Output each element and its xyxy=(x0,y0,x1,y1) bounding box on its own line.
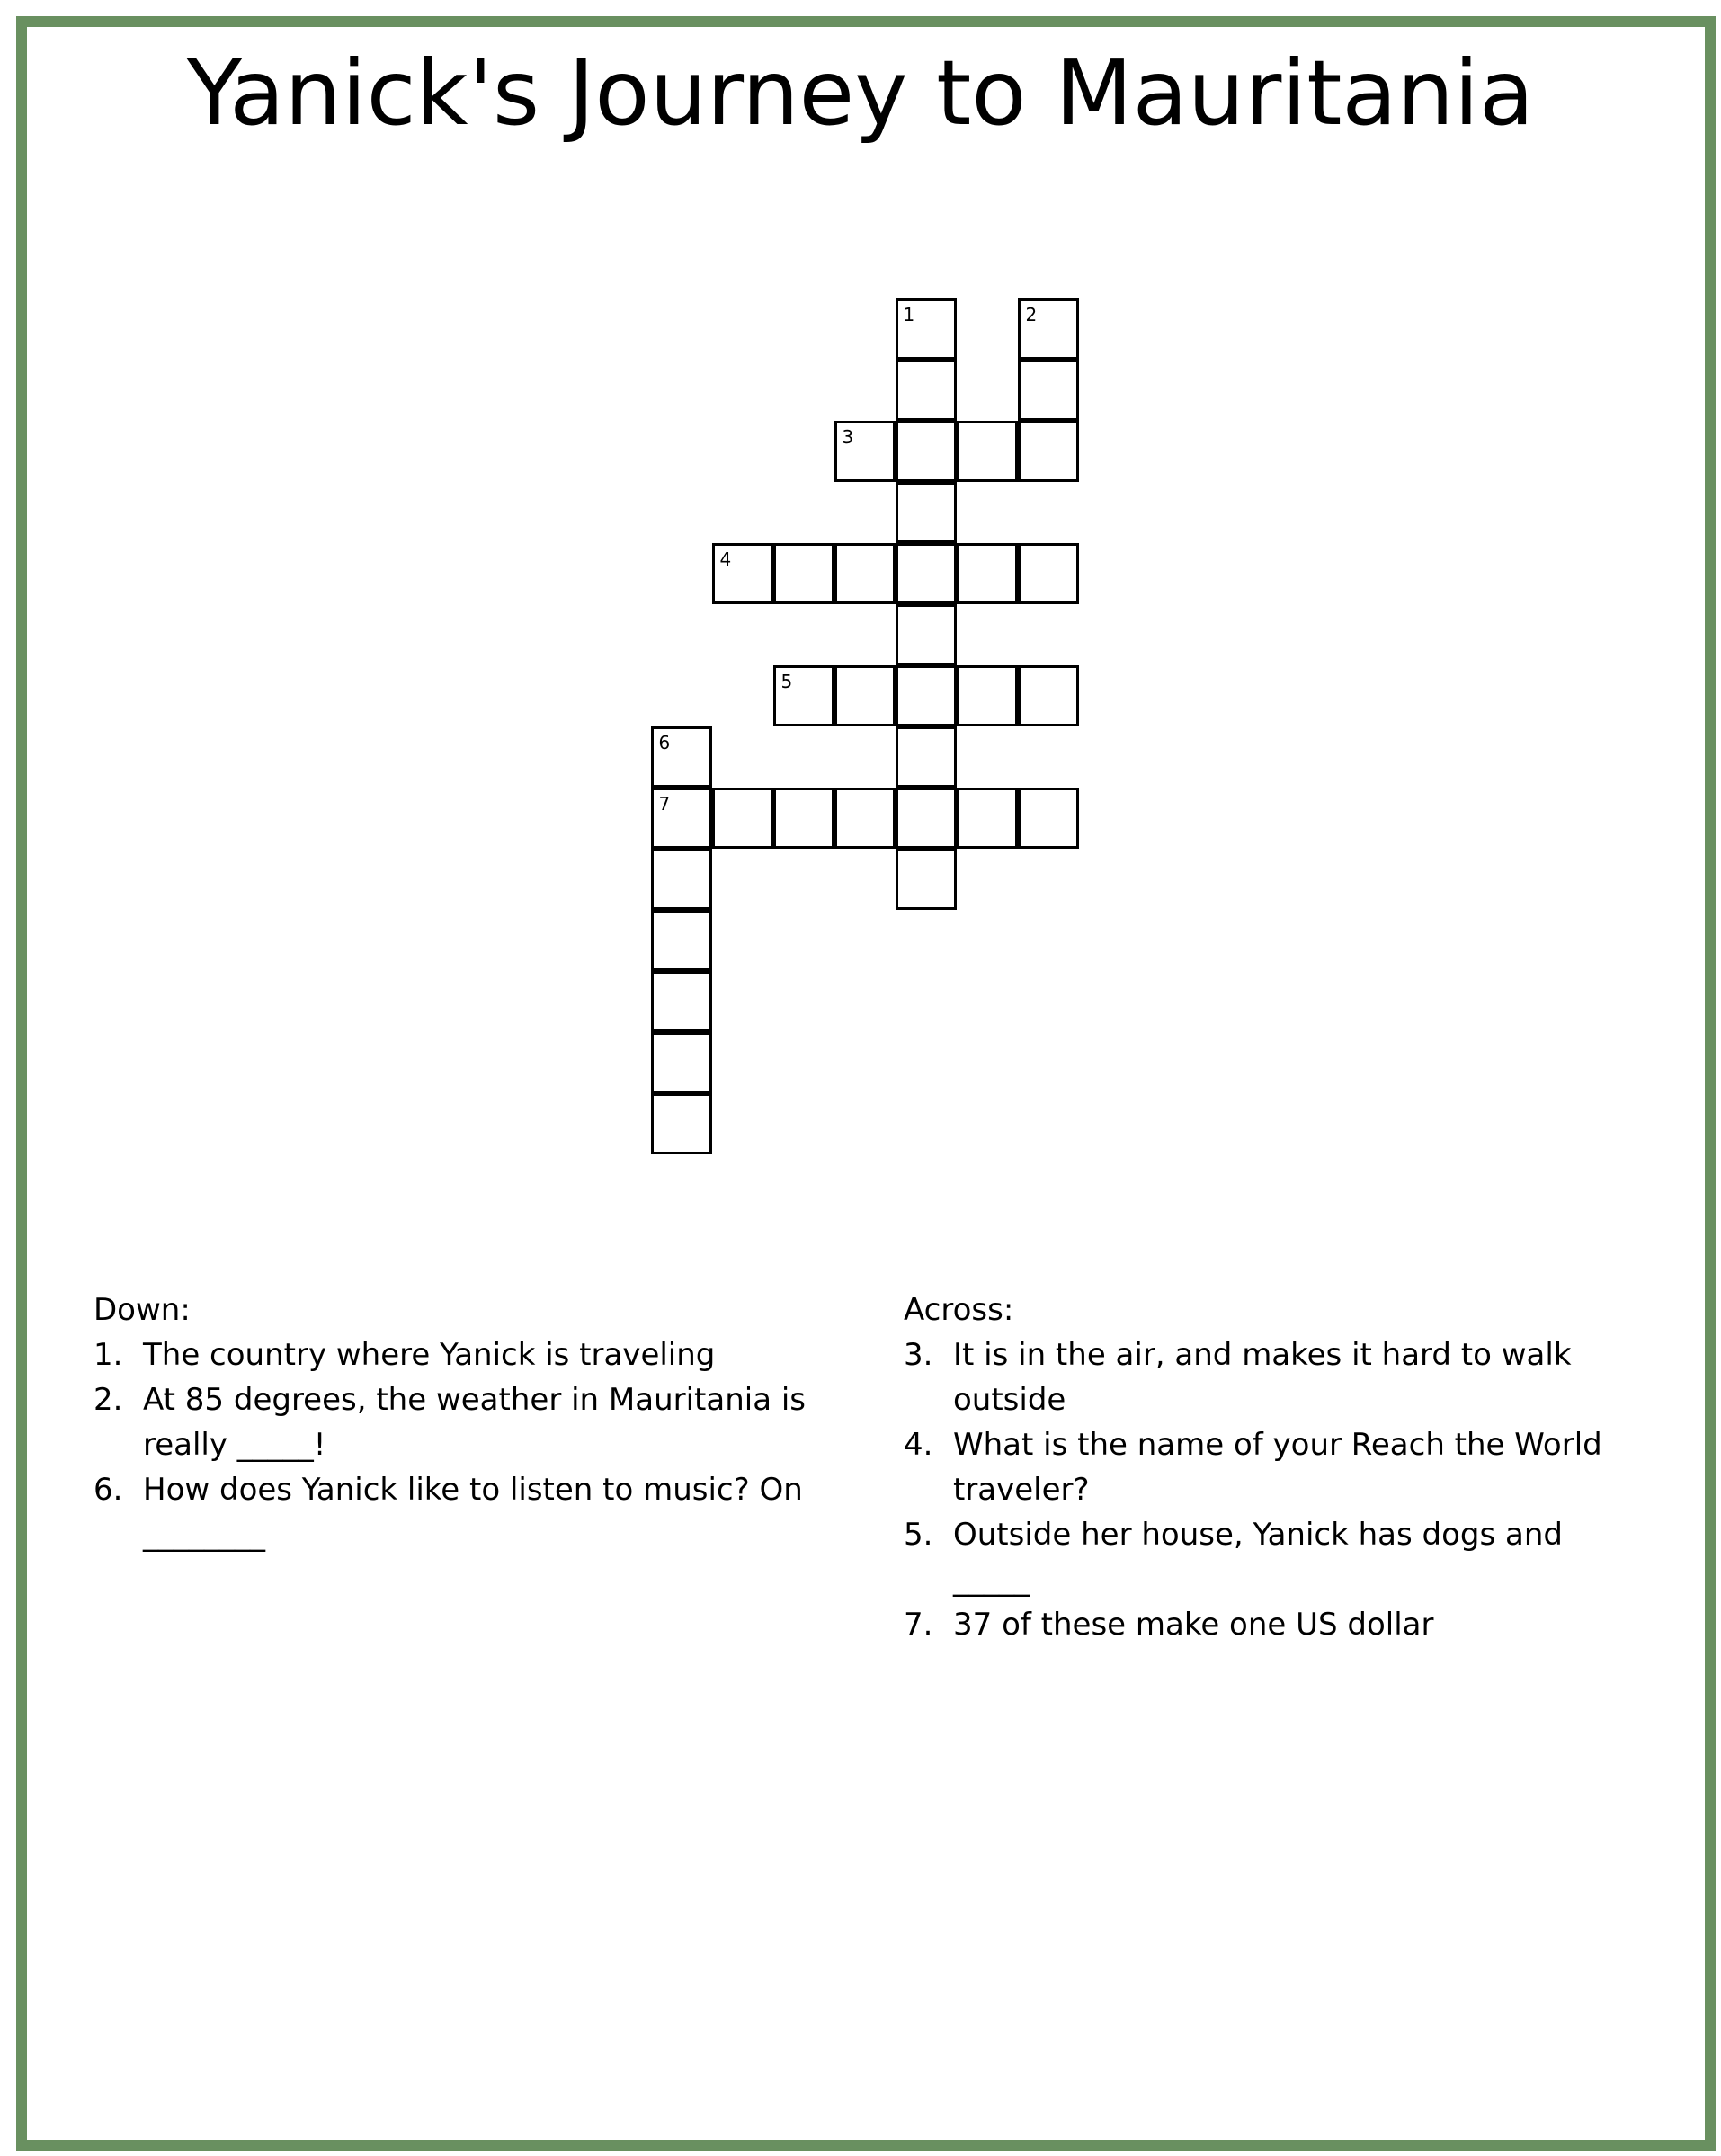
clue-text: Outside her house, Yanick has dogs and _____ xyxy=(953,1517,1563,1598)
clue-text: It is in the air, and makes it hard to walk outside xyxy=(953,1337,1572,1418)
page-title: Yanick's Journey to Mauritania xyxy=(186,40,1535,146)
clue-text: 37 of these make one US dollar xyxy=(953,1607,1434,1643)
clue-number: 5. xyxy=(904,1517,933,1553)
clue-text: What is the name of your Reach the World traveler? xyxy=(953,1427,1602,1508)
cell-number: 7 xyxy=(658,792,671,815)
down-clue xyxy=(94,1377,813,1467)
cell-number: 3 xyxy=(842,425,854,448)
clue-number: 3. xyxy=(904,1337,933,1373)
down-clue xyxy=(94,1467,813,1557)
across-heading: Across: xyxy=(904,1292,1014,1328)
clue-number: 6. xyxy=(94,1472,123,1508)
across-clue xyxy=(904,1602,1623,1647)
page-border xyxy=(16,16,1716,2151)
cell-number: 6 xyxy=(658,731,671,753)
clue-text: At 85 degrees, the weather in Mauritania is really _____! xyxy=(143,1382,807,1463)
clue-number: 7. xyxy=(904,1607,933,1643)
cell-number: 5 xyxy=(780,670,793,692)
across-clue xyxy=(904,1332,1623,1422)
cell-number: 1 xyxy=(903,303,915,325)
clue-number: 4. xyxy=(904,1427,933,1463)
cell-number: 4 xyxy=(719,548,732,570)
down-clues xyxy=(94,1287,813,1557)
across-clues xyxy=(904,1287,1623,1647)
across-clue xyxy=(904,1422,1623,1512)
across-clue xyxy=(904,1512,1623,1602)
clue-number: 1. xyxy=(94,1337,123,1373)
clue-text: The country where Yanick is traveling xyxy=(143,1337,716,1373)
clue-text: How does Yanick like to listen to music? On ________ xyxy=(143,1472,803,1553)
clue-number: 2. xyxy=(94,1382,123,1418)
down-clue xyxy=(94,1332,813,1377)
cell-number: 2 xyxy=(1025,303,1038,325)
down-heading: Down: xyxy=(94,1292,191,1328)
